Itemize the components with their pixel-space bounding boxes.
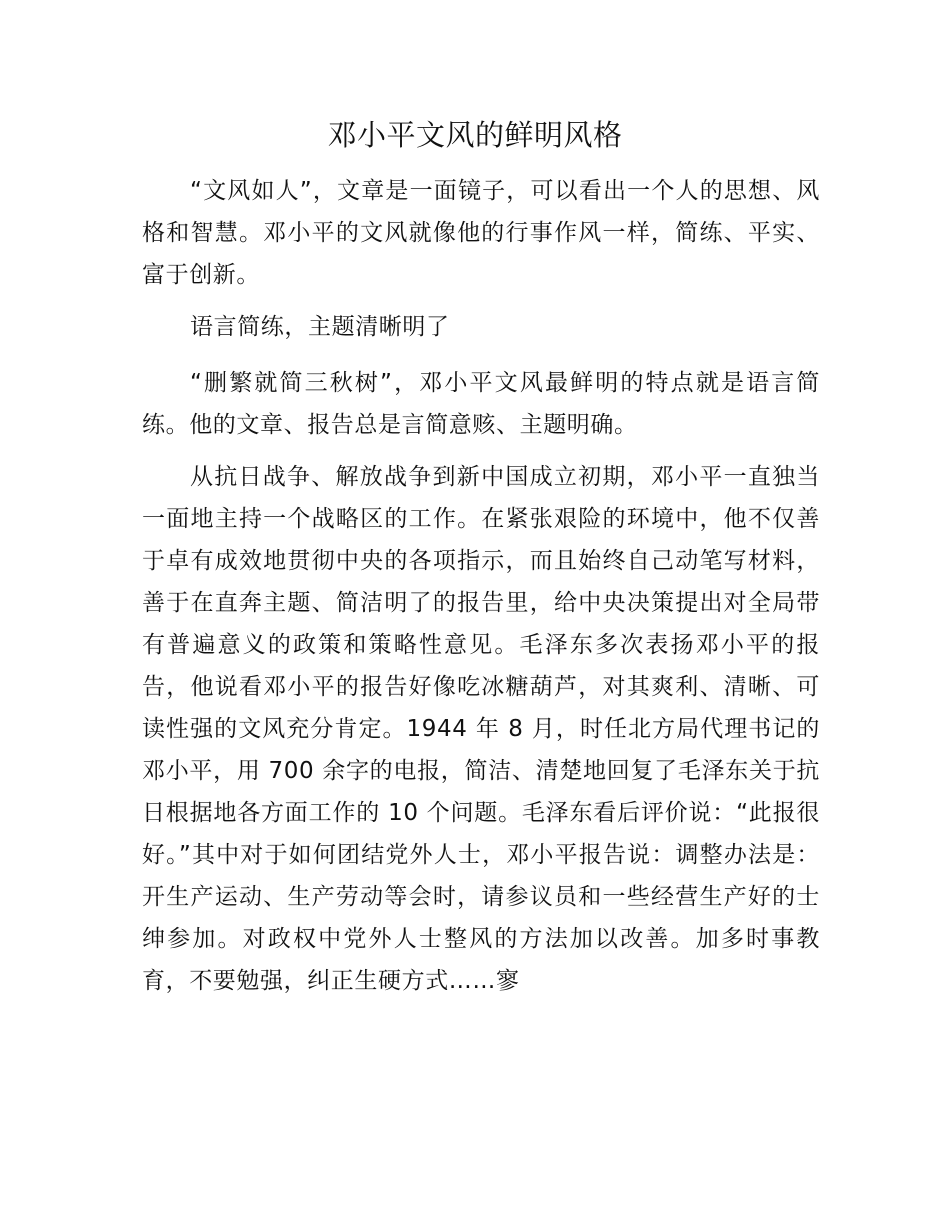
paragraph-historical-example: 从抗日战争、解放战争到新中国成立初期，邓小平一直独当一面地主持一个战略区的工作。在紧张艰险的环境中，他不仅善于卓有成效地贯彻中央的各项指示，而且始终自己动笔写材料，善于在直奔主题、简洁明了的报告里，给中央决策提出对全局带有普遍意义的政策和策略性意见。毛泽东多次表扬邓小平的报告，他说看邓小平的报告好像吃冰糖葫芦，对其爽利、清晰、可读性强的文风充分肯定。1944 年 8 月，时任北方局代理书记的邓小平，用 700 余字的电报，简洁、清楚地回复了毛泽东关于抗日根据地各方面工作的 10 个问题。毛泽东看后评价说：“此报很好。”其中对于如何团结党外人士，邓小平报告说：调整办法是：开生产运动、生产劳动等会时，请参议员和一些经营生产好的士绅参加。对政权中党外人士整风的方法加以改善。加多时事教育，不要勉强，纠正生硬方式……寥 bbox=[142, 464, 820, 994]
section-heading: 语言简练，主题清晰明了 bbox=[190, 314, 450, 340]
document-body bbox=[142, 170, 820, 1002]
paragraph-intro: “文风如人”，文章是一面镜子，可以看出一个人的思想、风格和智慧。邓小平的文风就像他的行事作风一样，简练、平实、富于创新。 bbox=[142, 178, 820, 288]
paragraph-language-concise: “删繁就简三秋树”，邓小平文风最鲜明的特点就是语言简练。他的文章、报告总是言简意赅、主题明确。 bbox=[142, 370, 820, 438]
document-title: 邓小平文风的鲜明风格 bbox=[327, 118, 623, 152]
